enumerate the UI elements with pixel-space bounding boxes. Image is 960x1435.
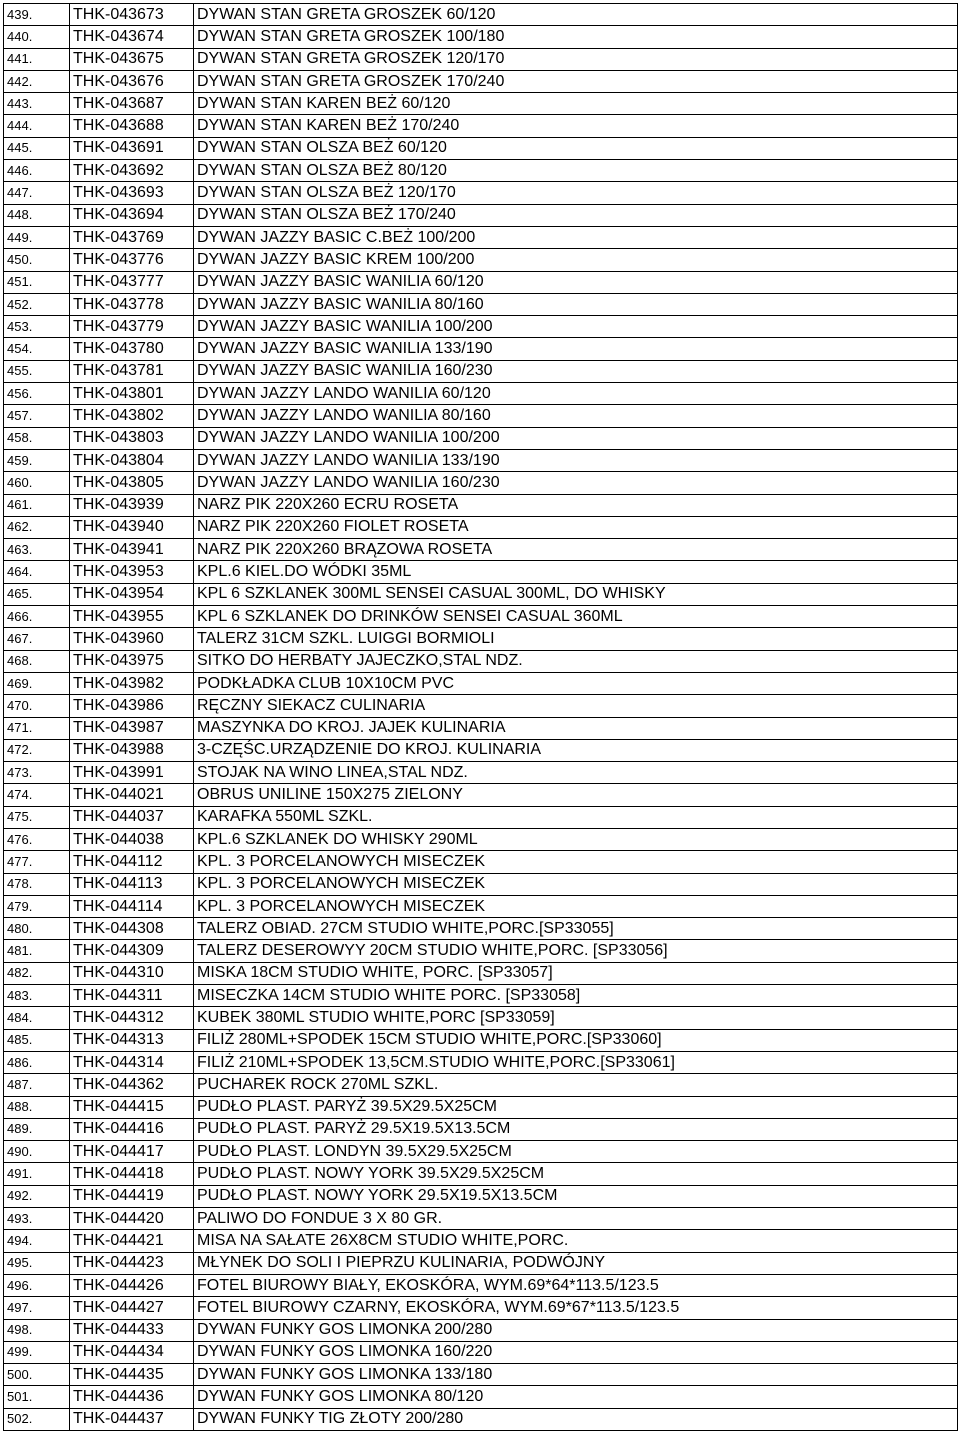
- table-row: [4, 316, 958, 338]
- product-code: THK-043941: [70, 539, 194, 561]
- table-row: [4, 449, 958, 471]
- product-code: THK-044312: [70, 1007, 194, 1029]
- table-row: [4, 739, 958, 761]
- row-number: 469.: [4, 672, 70, 694]
- product-code: THK-044435: [70, 1364, 194, 1386]
- table-row: [4, 1141, 958, 1163]
- product-code: THK-044113: [70, 873, 194, 895]
- product-code: THK-044309: [70, 940, 194, 962]
- table-row: [4, 383, 958, 405]
- table-row: [4, 70, 958, 92]
- row-number: 459.: [4, 449, 70, 471]
- row-number: 484.: [4, 1007, 70, 1029]
- row-number: 486.: [4, 1051, 70, 1073]
- product-name: DYWAN STAN GRETA GROSZEK 100/180: [194, 26, 958, 48]
- product-code: THK-043939: [70, 494, 194, 516]
- table-row: [4, 851, 958, 873]
- product-code: THK-043781: [70, 360, 194, 382]
- row-number: 443.: [4, 93, 70, 115]
- product-code: THK-044114: [70, 895, 194, 917]
- table-row: [4, 472, 958, 494]
- row-number: 456.: [4, 383, 70, 405]
- product-code: THK-043991: [70, 762, 194, 784]
- product-name: DYWAN STAN GRETA GROSZEK 170/240: [194, 70, 958, 92]
- table-row: [4, 918, 958, 940]
- product-code: THK-043769: [70, 226, 194, 248]
- product-name: DYWAN STAN OLSZA BEŻ 80/120: [194, 160, 958, 182]
- table-row: [4, 360, 958, 382]
- product-code: THK-044314: [70, 1051, 194, 1073]
- product-name: TALERZ OBIAD. 27CM STUDIO WHITE,PORC.[SP33055]: [194, 918, 958, 940]
- row-number: 450.: [4, 249, 70, 271]
- product-code: THK-044419: [70, 1185, 194, 1207]
- product-name: DYWAN FUNKY TIG ZŁOTY 200/280: [194, 1408, 958, 1430]
- product-code: THK-044416: [70, 1118, 194, 1140]
- product-name: STOJAK NA WINO LINEA,STAL NDZ.: [194, 762, 958, 784]
- product-name: DYWAN STAN KAREN BEŻ 60/120: [194, 93, 958, 115]
- product-code: THK-043776: [70, 249, 194, 271]
- row-number: 474.: [4, 784, 70, 806]
- product-code: THK-044427: [70, 1297, 194, 1319]
- table-row: [4, 806, 958, 828]
- product-name: 3-CZĘŚC.URZĄDZENIE DO KROJ. KULINARIA: [194, 739, 958, 761]
- product-code: THK-043778: [70, 293, 194, 315]
- product-code: THK-043804: [70, 449, 194, 471]
- row-number: 492.: [4, 1185, 70, 1207]
- product-name: DYWAN FUNKY GOS LIMONKA 80/120: [194, 1386, 958, 1408]
- table-row: [4, 26, 958, 48]
- product-name: DYWAN JAZZY BASIC WANILIA 60/120: [194, 271, 958, 293]
- product-code: THK-044426: [70, 1274, 194, 1296]
- product-name: KUBEK 380ML STUDIO WHITE,PORC [SP33059]: [194, 1007, 958, 1029]
- product-name: OBRUS UNILINE 150X275 ZIELONY: [194, 784, 958, 806]
- product-code: THK-044437: [70, 1408, 194, 1430]
- table-row: [4, 583, 958, 605]
- product-name: KPL 6 SZKLANEK DO DRINKÓW SENSEI CASUAL 360ML: [194, 606, 958, 628]
- row-number: 465.: [4, 583, 70, 605]
- product-name: DYWAN FUNKY GOS LIMONKA 200/280: [194, 1319, 958, 1341]
- table-row: [4, 650, 958, 672]
- product-name: KPL.6 SZKLANEK DO WHISKY 290ML: [194, 828, 958, 850]
- product-code: THK-043803: [70, 427, 194, 449]
- product-name: DYWAN STAN GRETA GROSZEK 120/170: [194, 48, 958, 70]
- product-code: THK-044308: [70, 918, 194, 940]
- table-row: [4, 717, 958, 739]
- product-code: THK-043687: [70, 93, 194, 115]
- table-row: [4, 1074, 958, 1096]
- row-number: 439.: [4, 4, 70, 26]
- row-number: 458.: [4, 427, 70, 449]
- row-number: 448.: [4, 204, 70, 226]
- row-number: 470.: [4, 695, 70, 717]
- product-name: FILIŻ 280ML+SPODEK 15CM STUDIO WHITE,PORC.[SP33060]: [194, 1029, 958, 1051]
- product-name: DYWAN JAZZY BASIC WANILIA 100/200: [194, 316, 958, 338]
- product-table: [3, 3, 958, 1431]
- row-number: 476.: [4, 828, 70, 850]
- product-code: THK-043986: [70, 695, 194, 717]
- product-code: THK-044362: [70, 1074, 194, 1096]
- product-name: MISA NA SAŁATE 26X8CM STUDIO WHITE,PORC.: [194, 1230, 958, 1252]
- row-number: 482.: [4, 962, 70, 984]
- table-row: [4, 1297, 958, 1319]
- row-number: 487.: [4, 1074, 70, 1096]
- row-number: 464.: [4, 561, 70, 583]
- row-number: 501.: [4, 1386, 70, 1408]
- table-row: [4, 427, 958, 449]
- product-code: THK-044415: [70, 1096, 194, 1118]
- product-name: MISECZKA 14CM STUDIO WHITE PORC. [SP33058]: [194, 985, 958, 1007]
- table-row: [4, 895, 958, 917]
- row-number: 449.: [4, 226, 70, 248]
- table-row: [4, 539, 958, 561]
- product-code: THK-044417: [70, 1141, 194, 1163]
- row-number: 460.: [4, 472, 70, 494]
- table-row: [4, 1051, 958, 1073]
- row-number: 468.: [4, 650, 70, 672]
- row-number: 466.: [4, 606, 70, 628]
- product-code: THK-044420: [70, 1208, 194, 1230]
- product-code: THK-044037: [70, 806, 194, 828]
- product-code: THK-044436: [70, 1386, 194, 1408]
- product-name: KPL. 3 PORCELANOWYCH MISECZEK: [194, 895, 958, 917]
- row-number: 440.: [4, 26, 70, 48]
- row-number: 483.: [4, 985, 70, 1007]
- table-row: [4, 160, 958, 182]
- row-number: 452.: [4, 293, 70, 315]
- row-number: 467.: [4, 628, 70, 650]
- product-name: NARZ PIK 220X260 ECRU ROSETA: [194, 494, 958, 516]
- row-number: 455.: [4, 360, 70, 382]
- table-row: [4, 940, 958, 962]
- product-code: THK-043975: [70, 650, 194, 672]
- product-code: THK-043688: [70, 115, 194, 137]
- table-row: [4, 1319, 958, 1341]
- product-name: KPL. 3 PORCELANOWYCH MISECZEK: [194, 851, 958, 873]
- product-name: DYWAN JAZZY LANDO WANILIA 100/200: [194, 427, 958, 449]
- row-number: 446.: [4, 160, 70, 182]
- table-row: [4, 293, 958, 315]
- table-row: [4, 606, 958, 628]
- product-name: DYWAN STAN OLSZA BEŻ 60/120: [194, 137, 958, 159]
- row-number: 488.: [4, 1096, 70, 1118]
- row-number: 480.: [4, 918, 70, 940]
- table-row: [4, 204, 958, 226]
- row-number: 472.: [4, 739, 70, 761]
- product-name: DYWAN STAN OLSZA BEŻ 170/240: [194, 204, 958, 226]
- table-row: [4, 1252, 958, 1274]
- table-row: [4, 1029, 958, 1051]
- table-row: [4, 1185, 958, 1207]
- row-number: 490.: [4, 1141, 70, 1163]
- product-code: THK-043801: [70, 383, 194, 405]
- product-name: PODKŁADKA CLUB 10X10CM PVC: [194, 672, 958, 694]
- product-name: MŁYNEK DO SOLI I PIEPRZU KULINARIA, PODWÓJNY: [194, 1252, 958, 1274]
- product-code: THK-044310: [70, 962, 194, 984]
- product-name: DYWAN FUNKY GOS LIMONKA 133/180: [194, 1364, 958, 1386]
- table-row: [4, 695, 958, 717]
- product-name: NARZ PIK 220X260 BRĄZOWA ROSETA: [194, 539, 958, 561]
- table-row: [4, 1408, 958, 1430]
- row-number: 497.: [4, 1297, 70, 1319]
- row-number: 495.: [4, 1252, 70, 1274]
- product-name: PUDŁO PLAST. PARYŻ 29.5X19.5X13.5CM: [194, 1118, 958, 1140]
- product-code: THK-044038: [70, 828, 194, 850]
- product-code: THK-043960: [70, 628, 194, 650]
- table-row: [4, 93, 958, 115]
- product-name: RĘCZNY SIEKACZ CULINARIA: [194, 695, 958, 717]
- table-row: [4, 762, 958, 784]
- table-row: [4, 985, 958, 1007]
- product-name: FOTEL BIUROWY CZARNY, EKOSKÓRA, WYM.69*67*113.5/123.5: [194, 1297, 958, 1319]
- product-name: MASZYNKA DO KROJ. JAJEK KULINARIA: [194, 717, 958, 739]
- product-name: PUDŁO PLAST. NOWY YORK 39.5X29.5X25CM: [194, 1163, 958, 1185]
- table-row: [4, 4, 958, 26]
- table-row: [4, 1118, 958, 1140]
- product-name: PUCHAREK ROCK 270ML SZKL.: [194, 1074, 958, 1096]
- product-name: SITKO DO HERBATY JAJECZKO,STAL NDZ.: [194, 650, 958, 672]
- row-number: 461.: [4, 494, 70, 516]
- product-name: TALERZ 31CM SZKL. LUIGGI BORMIOLI: [194, 628, 958, 650]
- table-row: [4, 516, 958, 538]
- product-name: PALIWO DO FONDUE 3 X 80 GR.: [194, 1208, 958, 1230]
- row-number: 447.: [4, 182, 70, 204]
- table-row: [4, 628, 958, 650]
- row-number: 453.: [4, 316, 70, 338]
- product-name: DYWAN JAZZY BASIC KREM 100/200: [194, 249, 958, 271]
- product-code: THK-044418: [70, 1163, 194, 1185]
- table-row: [4, 1364, 958, 1386]
- row-number: 500.: [4, 1364, 70, 1386]
- row-number: 493.: [4, 1208, 70, 1230]
- product-code: THK-043987: [70, 717, 194, 739]
- product-code: THK-043777: [70, 271, 194, 293]
- row-number: 494.: [4, 1230, 70, 1252]
- product-code: THK-043805: [70, 472, 194, 494]
- product-code: THK-043779: [70, 316, 194, 338]
- product-code: THK-043691: [70, 137, 194, 159]
- product-name: DYWAN JAZZY BASIC C.BEŻ 100/200: [194, 226, 958, 248]
- row-number: 496.: [4, 1274, 70, 1296]
- product-code: THK-043988: [70, 739, 194, 761]
- product-code: THK-044313: [70, 1029, 194, 1051]
- row-number: 489.: [4, 1118, 70, 1140]
- table-row: [4, 494, 958, 516]
- row-number: 479.: [4, 895, 70, 917]
- row-number: 498.: [4, 1319, 70, 1341]
- table-row: [4, 873, 958, 895]
- product-table-body: [4, 4, 958, 1431]
- table-row: [4, 1007, 958, 1029]
- product-code: THK-044311: [70, 985, 194, 1007]
- product-name: DYWAN JAZZY BASIC WANILIA 80/160: [194, 293, 958, 315]
- table-row: [4, 338, 958, 360]
- product-code: THK-044021: [70, 784, 194, 806]
- product-code: THK-043693: [70, 182, 194, 204]
- product-name: DYWAN STAN OLSZA BEŻ 120/170: [194, 182, 958, 204]
- product-name: PUDŁO PLAST. LONDYN 39.5X29.5X25CM: [194, 1141, 958, 1163]
- product-code: THK-043780: [70, 338, 194, 360]
- product-name: DYWAN FUNKY GOS LIMONKA 160/220: [194, 1341, 958, 1363]
- table-row: [4, 137, 958, 159]
- product-name: DYWAN STAN KAREN BEŻ 170/240: [194, 115, 958, 137]
- table-row: [4, 48, 958, 70]
- row-number: 454.: [4, 338, 70, 360]
- product-code: THK-044421: [70, 1230, 194, 1252]
- product-code: THK-044434: [70, 1341, 194, 1363]
- product-code: THK-043692: [70, 160, 194, 182]
- table-row: [4, 1208, 958, 1230]
- row-number: 475.: [4, 806, 70, 828]
- product-name: DYWAN JAZZY BASIC WANILIA 133/190: [194, 338, 958, 360]
- row-number: 499.: [4, 1341, 70, 1363]
- row-number: 462.: [4, 516, 70, 538]
- row-number: 442.: [4, 70, 70, 92]
- row-number: 457.: [4, 405, 70, 427]
- product-code: THK-043694: [70, 204, 194, 226]
- product-name: NARZ PIK 220X260 FIOLET ROSETA: [194, 516, 958, 538]
- product-code: THK-043673: [70, 4, 194, 26]
- product-name: TALERZ DESEROWYY 20CM STUDIO WHITE,PORC. [SP33056]: [194, 940, 958, 962]
- product-name: FILIŻ 210ML+SPODEK 13,5CM.STUDIO WHITE,PORC.[SP33061]: [194, 1051, 958, 1073]
- table-row: [4, 828, 958, 850]
- row-number: 473.: [4, 762, 70, 784]
- product-code: THK-044112: [70, 851, 194, 873]
- table-row: [4, 561, 958, 583]
- product-name: PUDŁO PLAST. NOWY YORK 29.5X19.5X13.5CM: [194, 1185, 958, 1207]
- table-row: [4, 1341, 958, 1363]
- row-number: 502.: [4, 1408, 70, 1430]
- row-number: 491.: [4, 1163, 70, 1185]
- product-code: THK-043802: [70, 405, 194, 427]
- table-row: [4, 1274, 958, 1296]
- row-number: 471.: [4, 717, 70, 739]
- row-number: 481.: [4, 940, 70, 962]
- product-name: DYWAN JAZZY LANDO WANILIA 60/120: [194, 383, 958, 405]
- row-number: 445.: [4, 137, 70, 159]
- table-row: [4, 962, 958, 984]
- table-row: [4, 405, 958, 427]
- table-row: [4, 1230, 958, 1252]
- table-row: [4, 672, 958, 694]
- product-name: DYWAN JAZZY LANDO WANILIA 133/190: [194, 449, 958, 471]
- product-name: KPL.6 KIEL.DO WÓDKI 35ML: [194, 561, 958, 583]
- table-row: [4, 784, 958, 806]
- product-name: KPL. 3 PORCELANOWYCH MISECZEK: [194, 873, 958, 895]
- table-row: [4, 115, 958, 137]
- table-row: [4, 249, 958, 271]
- table-row: [4, 1096, 958, 1118]
- product-code: THK-044423: [70, 1252, 194, 1274]
- product-name: PUDŁO PLAST. PARYŻ 39.5X29.5X25CM: [194, 1096, 958, 1118]
- product-name: DYWAN STAN GRETA GROSZEK 60/120: [194, 4, 958, 26]
- table-row: [4, 271, 958, 293]
- product-name: FOTEL BIUROWY BIAŁY, EKOSKÓRA, WYM.69*64*113.5/123.5: [194, 1274, 958, 1296]
- row-number: 478.: [4, 873, 70, 895]
- product-code: THK-043676: [70, 70, 194, 92]
- product-code: THK-043674: [70, 26, 194, 48]
- table-row: [4, 1386, 958, 1408]
- table-row: [4, 182, 958, 204]
- table-row: [4, 1163, 958, 1185]
- row-number: 477.: [4, 851, 70, 873]
- product-code: THK-043982: [70, 672, 194, 694]
- product-code: THK-044433: [70, 1319, 194, 1341]
- product-name: DYWAN JAZZY LANDO WANILIA 160/230: [194, 472, 958, 494]
- table-row: [4, 226, 958, 248]
- row-number: 463.: [4, 539, 70, 561]
- product-code: THK-043953: [70, 561, 194, 583]
- product-name: KPL 6 SZKLANEK 300ML SENSEI CASUAL 300ML, DO WHISKY: [194, 583, 958, 605]
- product-code: THK-043954: [70, 583, 194, 605]
- row-number: 444.: [4, 115, 70, 137]
- product-code: THK-043675: [70, 48, 194, 70]
- product-name: MISKA 18CM STUDIO WHITE, PORC. [SP33057]: [194, 962, 958, 984]
- row-number: 441.: [4, 48, 70, 70]
- row-number: 451.: [4, 271, 70, 293]
- product-name: DYWAN JAZZY BASIC WANILIA 160/230: [194, 360, 958, 382]
- product-name: DYWAN JAZZY LANDO WANILIA 80/160: [194, 405, 958, 427]
- product-name: KARAFKA 550ML SZKL.: [194, 806, 958, 828]
- product-code: THK-043955: [70, 606, 194, 628]
- product-code: THK-043940: [70, 516, 194, 538]
- row-number: 485.: [4, 1029, 70, 1051]
